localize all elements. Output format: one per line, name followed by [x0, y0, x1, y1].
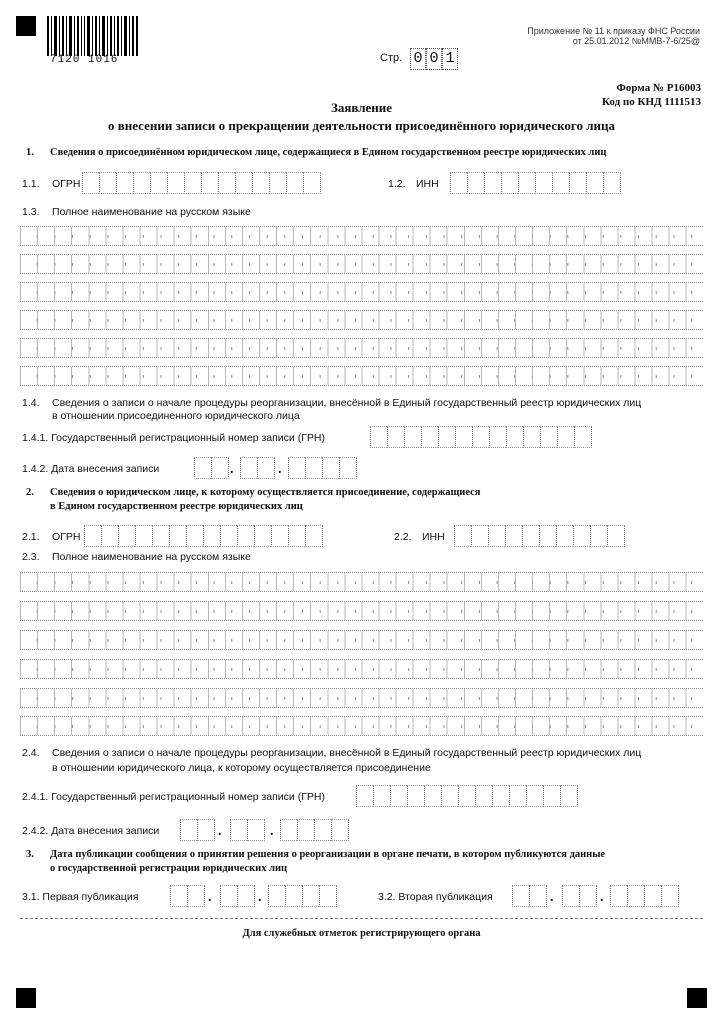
field-1-4-2-label: 1.4.2. Дата внесения записи — [22, 463, 160, 475]
date-separator: . — [270, 824, 274, 839]
grn-input-2[interactable] — [356, 785, 578, 807]
field-1-2-label: ИНН — [416, 178, 439, 190]
date-separator: . — [208, 890, 212, 905]
pub2-day-input[interactable] — [512, 885, 547, 907]
title-line-1: Заявление — [330, 100, 393, 115]
ogrn-input-2[interactable] — [84, 525, 323, 547]
pub2-year-input[interactable] — [610, 885, 679, 907]
fullname-row-5[interactable] — [20, 338, 703, 358]
date-separator: . — [230, 462, 234, 477]
official-marks-heading: Для служебных отметок регистрирующего органа — [242, 928, 481, 939]
date-separator: . — [258, 890, 262, 905]
fullname-row-1[interactable] — [20, 226, 703, 246]
field-1-4-line-2: в отношении присоединенного юридического лица — [52, 410, 300, 422]
fullname-row-3[interactable] — [20, 282, 703, 302]
field-2-3-label: Полное наименование на русском языке — [52, 551, 251, 563]
appendix-line-2: от 25.01.2012 №ММВ-7-6/25@ — [572, 36, 700, 46]
pub1-year-input[interactable] — [268, 885, 337, 907]
section-divider — [20, 918, 703, 919]
pub2-month-input[interactable] — [562, 885, 597, 907]
date-day-input-1[interactable] — [194, 457, 229, 479]
field-1-1-number: 1.1. — [22, 178, 40, 190]
fullname-row-2[interactable] — [20, 254, 703, 274]
grn-input-1[interactable] — [370, 426, 592, 448]
pub1-month-input[interactable] — [220, 885, 255, 907]
corner-marker-top-left — [16, 16, 36, 36]
appendix-note — [520, 26, 700, 46]
date-year-input-1[interactable] — [288, 457, 357, 479]
field-1-4-number: 1.4. — [22, 397, 40, 409]
ogrn-input-1[interactable] — [82, 172, 321, 194]
field-2-2-label: ИНН — [422, 531, 445, 543]
field-1-3-label: Полное наименование на русском языке — [52, 206, 251, 218]
field-3-2-label: 3.2. Вторая публикация — [378, 891, 493, 903]
fullname-row-3[interactable] — [20, 630, 703, 650]
section2-heading-line-1: Сведения о юридическом лице, к которому осуществляется присоединение, содержащиеся — [50, 487, 481, 498]
fullname-row-4[interactable] — [20, 659, 703, 679]
field-2-4-1-label: 2.4.1. Государственный регистрационный номер записи (ГРН) — [22, 791, 325, 803]
page-label: Стр. — [380, 52, 403, 64]
field-1-4-line-1: Сведения о записи о начале процедуры реорганизации, внесённой в Единый государственный реестр юридических лиц — [52, 397, 642, 409]
form-number: Форма № Р16003 — [616, 82, 701, 94]
section1-number: 1. — [26, 147, 34, 158]
fullname-row-2[interactable] — [20, 601, 703, 621]
section2-heading-line-2: в Едином государственном реестре юридических лиц — [50, 501, 303, 512]
title-line-2: о внесении записи о прекращении деятельности присоединённого юридического лица — [107, 118, 616, 133]
fullname-row-4[interactable] — [20, 310, 703, 330]
barcode — [47, 16, 139, 56]
field-2-1-number: 2.1. — [22, 531, 40, 543]
inn-input-1[interactable] — [450, 172, 621, 194]
field-2-4-number: 2.4. — [22, 747, 40, 759]
date-day-input-2[interactable] — [180, 819, 215, 841]
section3-number: 3. — [26, 849, 34, 860]
date-month-input-2[interactable] — [230, 819, 265, 841]
pub1-day-input[interactable] — [170, 885, 205, 907]
field-2-1-label: ОГРН — [52, 531, 81, 543]
fullname-row-1[interactable] — [20, 572, 703, 592]
section3-heading-line-1: Дата публикации сообщения о принятии решения о реорганизации в органе печати, в котором публикуются данные — [50, 849, 606, 860]
page-digit-1[interactable]: 0 — [410, 48, 426, 70]
field-1-1-label: ОГРН — [52, 178, 81, 190]
field-1-4-1-label: 1.4.1. Государственный регистрационный номер записи (ГРН) — [22, 432, 325, 444]
field-2-4-line-2: в отношении юридического лица, к которому осуществляется присоединение — [52, 762, 431, 774]
inn-input-2[interactable] — [454, 525, 625, 547]
section3-heading-line-2: о государственной регистрации юридических лиц — [50, 863, 288, 874]
appendix-line-1: Приложение № 11 к приказу ФНС России — [527, 26, 700, 36]
page-digit-2[interactable]: 0 — [426, 48, 442, 70]
fullname-row-6[interactable] — [20, 716, 703, 736]
fullname-row-5[interactable] — [20, 688, 703, 708]
barcode-number: 7120 1016 — [50, 54, 119, 66]
date-separator: . — [550, 890, 554, 905]
fullname-row-6[interactable] — [20, 366, 703, 386]
date-separator: . — [218, 824, 222, 839]
date-month-input-1[interactable] — [240, 457, 275, 479]
field-3-1-label: 3.1. Первая публикация — [22, 891, 139, 903]
date-separator: . — [600, 890, 604, 905]
field-1-2-number: 1.2. — [388, 178, 406, 190]
field-2-4-2-label: 2.4.2. Дата внесения записи — [22, 825, 160, 837]
field-2-2-number: 2.2. — [394, 531, 412, 543]
corner-marker-bottom-right — [687, 988, 707, 1008]
field-1-3-number: 1.3. — [22, 206, 40, 218]
field-2-4-line-1: Сведения о записи о начале процедуры реорганизации, внесённой в Единый государственный реестр юридических лиц — [52, 747, 642, 759]
section2-number: 2. — [26, 487, 34, 498]
section1-heading: Сведения о присоединённом юридическом лице, содержащиеся в Едином государственном реестре юридических лиц — [50, 147, 607, 158]
corner-marker-bottom-left — [16, 988, 36, 1008]
field-2-3-number: 2.3. — [22, 551, 40, 563]
knd-code: Код по КНД 1111513 — [601, 96, 701, 108]
date-separator: . — [278, 462, 282, 477]
date-year-input-2[interactable] — [280, 819, 349, 841]
page-digit-3[interactable]: 1 — [442, 48, 458, 70]
